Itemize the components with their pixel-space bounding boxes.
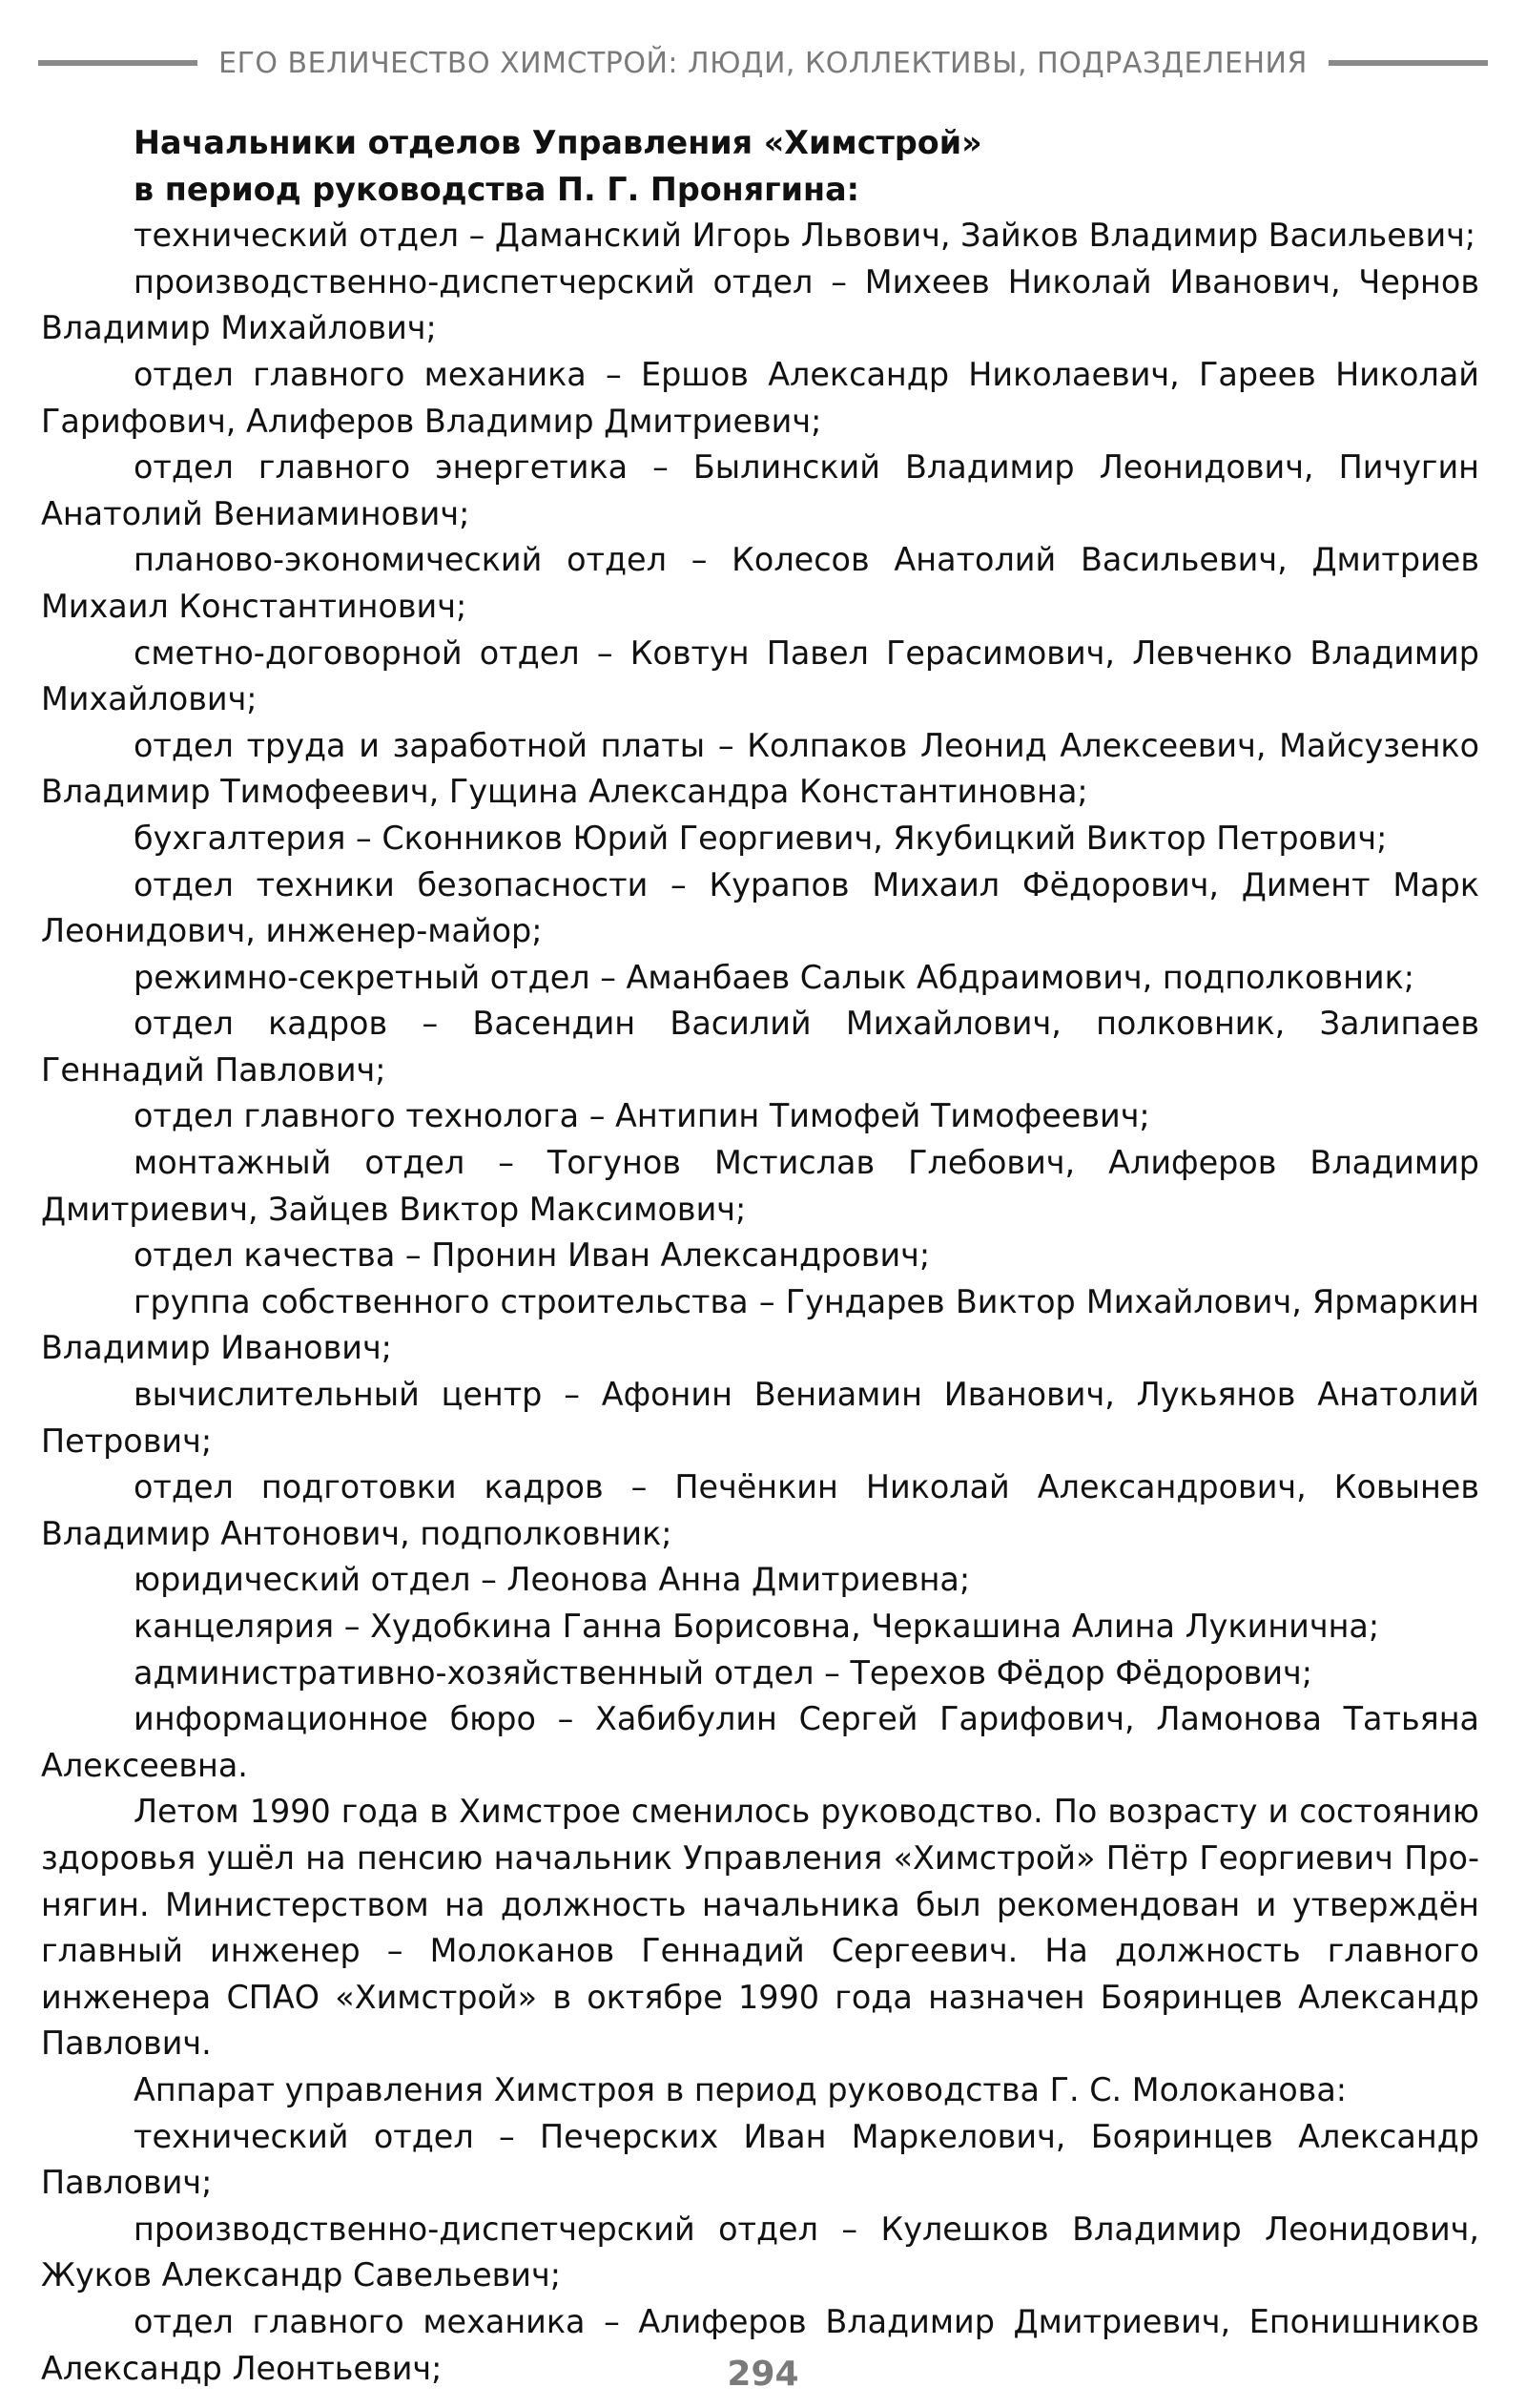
paragraph: отдел техники безопасности – Курапов Михаил Фёдорович, Димент Марк Леонидович, инженер-майор; xyxy=(41,865,1479,950)
paragraph: планово-экономический отдел – Колесов Анатолий Васильевич, Дмитриев Михаил Константинович; xyxy=(41,541,1479,625)
paragraph: монтажный отдел – Тогунов Мстислав Глебович, Алиферов Владимир Дмитриевич, Зайцев Виктор Максимович; xyxy=(41,1144,1479,1228)
paragraph: административно-хозяйственный отдел – Терехов Фёдор Фёдорович; xyxy=(134,1653,1313,1692)
paragraph: технический отдел – Даманский Игорь Львович, Зайков Владимир Васильевич; xyxy=(134,217,1476,255)
page-number: 294 xyxy=(727,2355,799,2394)
header-rule-left xyxy=(38,60,197,66)
running-header xyxy=(38,42,1488,84)
paragraph: Аппарат управления Химстроя в период руководства Г. С. Молоканова: xyxy=(134,2070,1348,2108)
paragraph: отдел подготовки кадров – Печёнкин Николай Александрович, Ковынев Владимир Антонович, подполковник; xyxy=(41,1468,1479,1552)
header-rule-right xyxy=(1329,60,1488,66)
paragraph: технический отдел – Печерских Иван Маркелович, Бояринцев Александр Павлович; xyxy=(41,2117,1479,2202)
paragraph: отдел главного технолога – Антипин Тимофей Тимофеевич; xyxy=(134,1097,1150,1135)
page-body xyxy=(41,120,1479,2392)
paragraph: режимно-секретный отдел – Аманбаев Салык Абдраимович, подполковник; xyxy=(134,958,1415,996)
paragraph: группа собственного строительства – Гундарев Виктор Михайлович, Ярмаркин Владимир Иванович; xyxy=(41,1282,1479,1367)
paragraph: бухгалтерия – Сконников Юрий Георгиевич, Якубицкий Виктор Петрович; xyxy=(134,819,1388,857)
section-heading-line-1: Начальники отделов Управления «Химстрой» xyxy=(134,124,982,161)
running-header-title: ЕГО ВЕЛИЧЕСТВО ХИМСТРОЙ: ЛЮДИ, КОЛЛЕКТИВЫ, ПОДРАЗДЕЛЕНИЯ xyxy=(218,46,1308,80)
paragraph: отдел качества – Пронин Иван Александрович; xyxy=(134,1236,931,1275)
paragraph: отдел главного механика – Алиферов Владимир Дмитриевич, Епонишников Александр Леонтьевич; xyxy=(41,2302,1479,2387)
paragraph: Летом 1990 года в Химстрое сменилось руководство. По возрасту и состоянию здоровья ушёл на пенсию начальник Управления «Химстрой» Пётр Георгиевич Пронягин. Министерством на должность начальника был рекомендован и утверждён главный инженер – Молоканов Геннадий Сергеевич. На должность главного инженера СПАО «Химстрой» в октябре 1990 года назначен Бояринцев Александр Павлович. xyxy=(41,1793,1479,2063)
paragraph: отдел главного механика – Ершов Александр Николаевич, Гареев Николай Гарифович, Алиферов Владимир Дмитриевич; xyxy=(41,355,1479,440)
paragraph: производственно-диспетчерский отдел – Михеев Николай Иванович, Чернов Владимир Михайлович; xyxy=(41,262,1479,347)
paragraph: отдел кадров – Васендин Василий Михайлович, полковник, Залипаев Геннадий Павлович; xyxy=(41,1005,1479,1089)
paragraph: производственно-диспетчерский отдел – Кулешков Владимир Леонидович, Жуков Александр Савельевич; xyxy=(41,2210,1479,2294)
section-heading-line-2: в период руководства П. Г. Пронягина: xyxy=(134,170,859,208)
paragraph: вычислительный центр – Афонин Вениамин Иванович, Лукьянов Анатолий Петрович; xyxy=(41,1376,1479,1460)
paragraph: отдел труда и заработной платы – Колпаков Леонид Алексеевич, Майсузенко Владимир Тимофеевич, Гущина Александра Константиновна; xyxy=(41,726,1479,811)
paragraph: информационное бюро – Хабибулин Сергей Гарифович, Ламонова Татьяна Алексеевна. xyxy=(41,1700,1479,1784)
paragraph: сметно-договорной отдел – Ковтун Павел Герасимович, Левченко Владимир Михайлович; xyxy=(41,633,1479,718)
paragraph: канцелярия – Худобкина Ганна Борисовна, Черкашина Алина Лукинична; xyxy=(134,1608,1380,1645)
paragraph: юридический отдел – Леонова Анна Дмитриевна; xyxy=(134,1561,971,1599)
paragraph: отдел главного энергетика – Былинский Владимир Леонидович, Пичугин Анатолий Вениаминович; xyxy=(41,448,1479,532)
